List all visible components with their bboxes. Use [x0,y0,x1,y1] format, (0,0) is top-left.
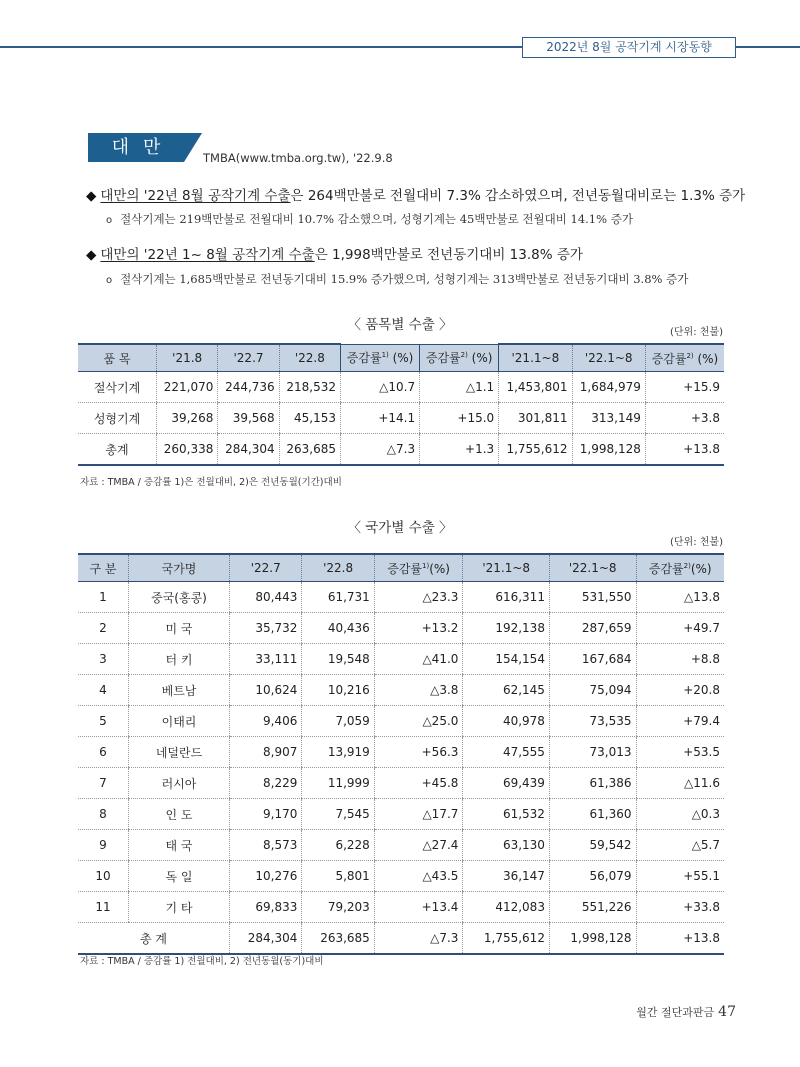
table2-note: 자료 : TMBA / 증감률 1) 전월대비, 2) 전년동월(동기)대비 [80,956,324,967]
table-cell: 네덜란드 [129,737,230,768]
table-cell: 1,453,801 [499,372,572,403]
table-cell: △11.6 [636,768,724,799]
table-cell: 301,811 [499,403,572,434]
table2-unit: (단위: 천불) [670,537,723,548]
table-cell: 7,545 [302,799,374,830]
table-row [78,861,724,892]
table-cell: +3.8 [645,403,724,434]
table-cell: 79,203 [302,892,374,923]
table-cell: +8.8 [636,644,724,675]
table-cell: △41.0 [374,644,463,675]
section-tag [88,133,198,162]
table-cell: 절삭기계 [78,372,157,403]
section-source: TMBA(www.tmba.org.tw), '22.9.8 [203,151,393,165]
table-cell: 이태리 [129,706,230,737]
table-cell: 터 키 [129,644,230,675]
col-header: '22.1~8 [572,344,645,372]
table-cell: 56,079 [549,861,636,892]
table-cell: 8 [78,799,129,830]
table-cell: 러시아 [129,768,230,799]
col-header: '22.8 [279,344,340,372]
table-row [78,768,724,799]
table-cell: 3 [78,644,129,675]
table-cell: +13.8 [636,923,724,955]
table-cell: 1,755,612 [463,923,550,955]
table-cell: 33,111 [230,644,302,675]
table-cell: +13.4 [374,892,463,923]
table-cell: 284,304 [218,434,279,466]
table-cell: 61,731 [302,582,374,613]
table-row [78,830,724,861]
country-export-table [78,553,724,955]
table-cell: +13.8 [645,434,724,466]
table-header-row [78,344,724,372]
table-cell: 미 국 [129,613,230,644]
table-cell: 5,801 [302,861,374,892]
table2-title: 〈 국가별 수출 〉 [347,520,453,536]
table-cell: 616,311 [463,582,550,613]
table-cell: 167,684 [549,644,636,675]
diamond-icon: ◆ [86,188,97,204]
table-cell: 63,130 [463,830,550,861]
table-cell: 1,998,128 [549,923,636,955]
magazine-name: 월간 절단과판금 [636,1006,715,1019]
table-row [78,372,724,403]
table-cell: 태 국 [129,830,230,861]
bullet-1-sub-text: 절삭기계는 219백만불로 전월대비 10.7% 감소했으며, 성형기계는 45백만불로 전월대비 14.1% 증가 [120,212,633,226]
table-cell: 531,550 [549,582,636,613]
table-cell: +49.7 [636,613,724,644]
bullet-1-text: 은 264백만불로 전월대비 7.3% 감소하였으며, 전년동월대비로는 1.3% 증가 [290,188,746,204]
page-footer [636,1004,736,1020]
bullet-1-highlight: 대만의 '22년 8월 공작기계 수출 [100,188,291,204]
table-cell: 10,276 [230,861,302,892]
table-cell: 40,978 [463,706,550,737]
table-cell: 9 [78,830,129,861]
table-cell: 154,154 [463,644,550,675]
col-header: 국가명 [129,554,230,582]
bullet-2-text: 은 1,998백만불로 전년동기대비 13.8% 증가 [314,247,583,263]
table-cell: +53.5 [636,737,724,768]
col-header: 증감률$^{1)}$(%) [374,554,463,582]
col-header: '22.1~8 [549,554,636,582]
table-cell: 73,013 [549,737,636,768]
table-row [78,737,724,768]
col-header: '22.7 [230,554,302,582]
table-cell: 62,145 [463,675,550,706]
table-cell: 244,736 [218,372,279,403]
col-header: 품 목 [78,344,157,372]
bullet-2-sub-text: 절삭기계는 1,685백만불로 전년동기대비 15.9% 증가했으며, 성형기계는 313백만불로 전년동기대비 3.8% 증가 [120,272,689,286]
table-cell: 284,304 [230,923,302,955]
table-cell: 성형기계 [78,403,157,434]
col-header: 구 분 [78,554,129,582]
table-cell: +14.1 [341,403,420,434]
table-cell: 75,094 [549,675,636,706]
col-header: '21.8 [157,344,218,372]
table-cell: 218,532 [279,372,340,403]
col-header: '21.1~8 [499,344,572,372]
col-header: 증감률$^{2)}$ (%) [645,344,724,372]
table-row [78,799,724,830]
table-cell: 61,360 [549,799,636,830]
table-cell: 1 [78,582,129,613]
table-cell: 4 [78,675,129,706]
table-row [78,434,724,466]
table-cell: 인 도 [129,799,230,830]
table-cell: 8,907 [230,737,302,768]
table-cell: 1,755,612 [499,434,572,466]
col-header: 증감률$^{2)}$(%) [636,554,724,582]
table-cell: △10.7 [341,372,420,403]
table-cell: 10,624 [230,675,302,706]
table-cell: +33.8 [636,892,724,923]
col-header: '22.7 [218,344,279,372]
table-cell: +45.8 [374,768,463,799]
table-cell: 221,070 [157,372,218,403]
table-cell: 9,406 [230,706,302,737]
table-cell: 1,684,979 [572,372,645,403]
table-cell: △13.8 [636,582,724,613]
table-cell: △27.4 [374,830,463,861]
table-cell: △0.3 [636,799,724,830]
table-cell: 313,149 [572,403,645,434]
table-cell: 기 타 [129,892,230,923]
table-cell: △1.1 [420,372,499,403]
table-cell: +1.3 [420,434,499,466]
table-cell: +55.1 [636,861,724,892]
table-cell: 6,228 [302,830,374,861]
table-cell: 412,083 [463,892,550,923]
table-cell: +79.4 [636,706,724,737]
table-cell: 61,532 [463,799,550,830]
table-total-row [78,923,724,955]
table-cell: 10 [78,861,129,892]
product-export-table [78,343,724,466]
table-cell: 11,999 [302,768,374,799]
table-cell: 2 [78,613,129,644]
table-cell: 260,338 [157,434,218,466]
table-cell: 9,170 [230,799,302,830]
table-cell: 263,685 [279,434,340,466]
bullet-1 [86,184,745,204]
table-cell: △43.5 [374,861,463,892]
table-cell: 6 [78,737,129,768]
table-cell: 263,685 [302,923,374,955]
col-header: 증감률$^{1)}$ (%) [341,344,420,372]
table-cell: 8,573 [230,830,302,861]
table-cell: △5.7 [636,830,724,861]
table-cell: 80,443 [230,582,302,613]
table-cell: △23.3 [374,582,463,613]
table-cell: 7,059 [302,706,374,737]
table-cell: △3.8 [374,675,463,706]
col-header: '22.8 [302,554,374,582]
circle-bullet-icon: o [106,275,113,286]
table-cell: 총 계 [78,923,230,955]
circle-bullet-icon: o [106,215,113,226]
table-row [78,706,724,737]
diamond-icon: ◆ [86,247,97,263]
table-cell: 59,542 [549,830,636,861]
table-cell: △7.3 [374,923,463,955]
page-number: 47 [718,1004,736,1020]
table-row [78,675,724,706]
table-cell: 베트남 [129,675,230,706]
table-cell: 45,153 [279,403,340,434]
table-cell: △25.0 [374,706,463,737]
table-cell: +20.8 [636,675,724,706]
table-cell: +56.3 [374,737,463,768]
table-cell: +13.2 [374,613,463,644]
table-cell: 36,147 [463,861,550,892]
table-cell: 551,226 [549,892,636,923]
bullet-2-highlight: 대만의 '22년 1~ 8월 공작기계 수출 [100,247,315,263]
table-cell: 13,919 [302,737,374,768]
table-row [78,582,724,613]
bullet-2-sub [106,271,688,287]
table-row [78,644,724,675]
table-cell: 8,229 [230,768,302,799]
table-cell: 7 [78,768,129,799]
table-cell: 19,548 [302,644,374,675]
table-cell: 1,998,128 [572,434,645,466]
table-cell: 73,535 [549,706,636,737]
table-cell: 11 [78,892,129,923]
table-cell: +15.9 [645,372,724,403]
section-tag-label: 대만 [111,137,175,158]
table-cell: 독 일 [129,861,230,892]
table-row [78,403,724,434]
table-cell: 39,268 [157,403,218,434]
table-cell: 40,436 [302,613,374,644]
table-cell: 39,568 [218,403,279,434]
table-cell: 중국(홍콩) [129,582,230,613]
table-cell: 192,138 [463,613,550,644]
table-header-row [78,554,724,582]
table-cell: △7.3 [341,434,420,466]
col-header: 증감률$^{2)}$ (%) [420,344,499,372]
table-row [78,613,724,644]
table-cell: 10,216 [302,675,374,706]
header-title: 2022년 8월 공작기계 시장동향 [522,37,736,58]
table1-unit: (단위: 천불) [670,327,723,338]
table-cell: +15.0 [420,403,499,434]
table-cell: 69,439 [463,768,550,799]
table1-title: 〈 품목별 수출 〉 [347,317,453,333]
table-cell: 69,833 [230,892,302,923]
table1-note: 자료 : TMBA / 증감률 1)은 전월대비, 2)은 전년동월(기간)대비 [80,477,342,488]
table-cell: 35,732 [230,613,302,644]
table-row [78,892,724,923]
table-cell: 5 [78,706,129,737]
table-cell: 61,386 [549,768,636,799]
col-header: '21.1~8 [463,554,550,582]
table-cell: 총계 [78,434,157,466]
table-cell: △17.7 [374,799,463,830]
table-cell: 287,659 [549,613,636,644]
bullet-1-sub [106,211,633,227]
bullet-2 [86,243,583,263]
table-cell: 47,555 [463,737,550,768]
